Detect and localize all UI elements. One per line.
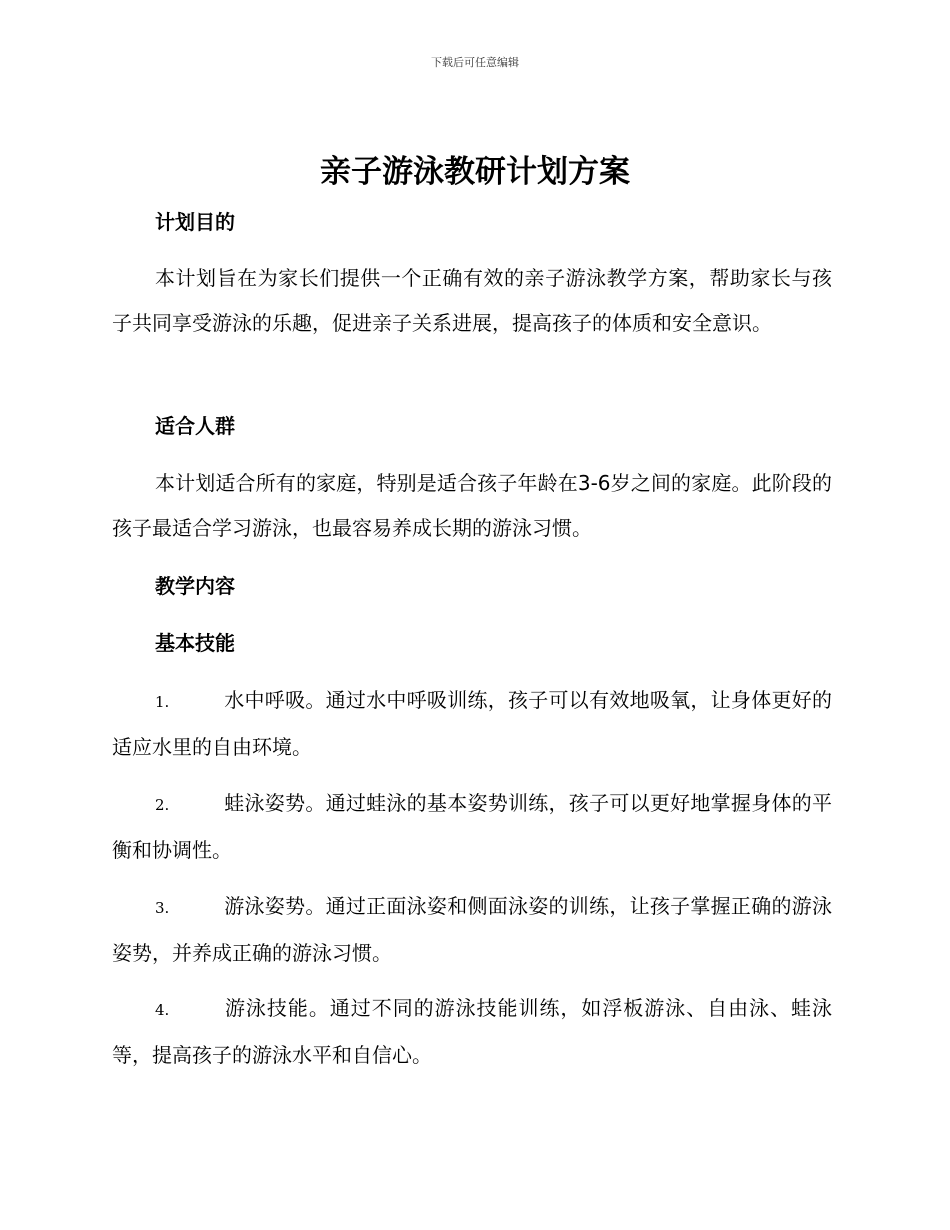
list-item-number: 3. [155,899,170,917]
paragraph-audience: 本计划适合所有的家庭，特别是适合孩子年龄在3-6岁之间的家庭。此阶段的孩子最适合学习游泳，也最容易养成长期的游泳习惯。 [112,471,832,540]
heading-purpose: 计划目的 [155,210,235,234]
list-item [112,884,832,976]
list-item [112,781,832,873]
heading-basic-skills: 基本技能 [155,631,235,655]
list-item-text: 游泳姿势。通过正面泳姿和侧面泳姿的训练，让孩子掌握正确的游泳姿势，并养成正确的游泳习惯。 [112,894,832,965]
list-item-number: 1. [155,693,170,711]
page-header-note: 下载后可任意编辑 [431,56,519,69]
heading-audience: 适合人群 [155,414,235,438]
list-item-number: 4. [155,1001,170,1019]
list-item [112,678,832,770]
paragraph-purpose: 本计划旨在为家长们提供一个正确有效的亲子游泳教学方案，帮助家长与孩子共同享受游泳的乐趣，促进亲子关系进展，提高孩子的体质和安全意识。 [112,266,832,335]
document-title: 亲子游泳教研计划方案 [320,154,630,190]
heading-content: 教学内容 [155,574,235,598]
list-item-text: 游泳技能。通过不同的游泳技能训练，如浮板游泳、自由泳、蛙泳等，提高孩子的游泳水平和自信心。 [112,996,832,1067]
list-item-text: 水中呼吸。通过水中呼吸训练，孩子可以有效地吸氧，让身体更好的适应水里的自由环境。 [112,688,832,759]
list-item [112,986,832,1078]
list-item-number: 2. [155,796,170,814]
list-item-text: 蛙泳姿势。通过蛙泳的基本姿势训练，孩子可以更好地掌握身体的平衡和协调性。 [112,791,832,862]
